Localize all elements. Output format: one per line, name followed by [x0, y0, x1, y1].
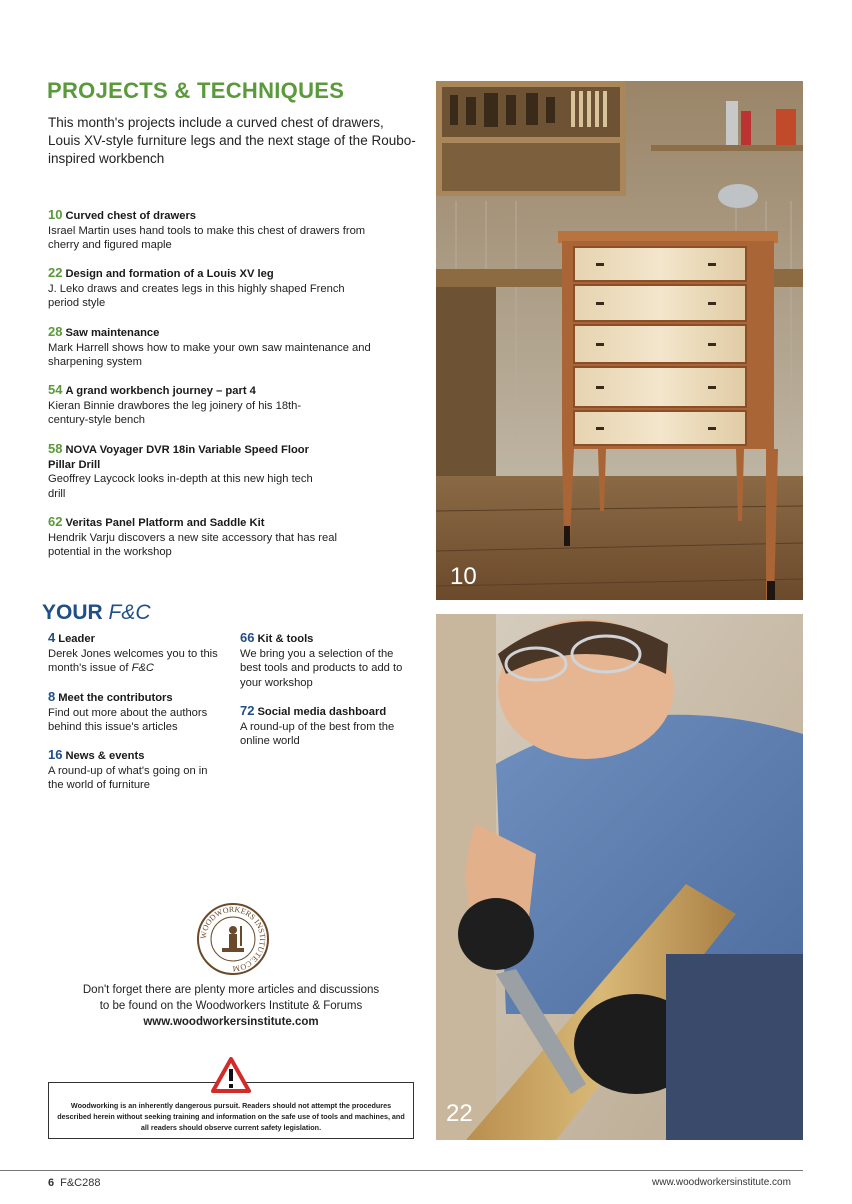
- item-title: Curved chest of drawers: [65, 210, 197, 222]
- item-description: A round-up of the best from the online world: [240, 720, 395, 748]
- list-item[interactable]: [48, 266, 348, 311]
- section-title: PROJECTS & TECHNIQUES: [47, 78, 345, 103]
- list-item[interactable]: [48, 208, 378, 253]
- safety-warning-text: Woodworking is an inherently dangerous pursuit. Readers should not attempt the procedures described herein without seeking training and information on the safe use of tools and machines, and all readers should observe current safety legislation.: [57, 1101, 405, 1132]
- item-title: Kit & tools: [257, 633, 314, 645]
- item-title: Social media dashboard: [257, 706, 387, 718]
- section-intro: This month's projects include a curved chest of drawers, Louis XV-style furniture legs and the next stage of the Roubo-inspired workbench: [48, 115, 416, 166]
- your-section-title: YOUR F&C: [42, 601, 151, 624]
- item-title: Leader: [58, 633, 95, 645]
- list-item[interactable]: [48, 748, 208, 793]
- footer-page-info: [48, 1177, 100, 1189]
- footer-divider: [0, 1170, 803, 1171]
- page-number: 10: [48, 207, 63, 222]
- page-number: 66: [240, 630, 255, 645]
- item-description: Kieran Binnie drawbores the leg joinery of his 18th-century-style bench: [48, 399, 302, 427]
- item-description: A round-up of what's going on in the world of furniture: [48, 764, 208, 792]
- item-title: News & events: [65, 750, 145, 762]
- item-title: Design and formation of a Louis XV leg: [65, 268, 274, 280]
- woodworker-photo[interactable]: [436, 614, 803, 1140]
- list-item[interactable]: [240, 704, 410, 749]
- page-number: 22: [48, 265, 63, 280]
- item-description: Mark Harrell shows how to make your own saw maintenance and sharpening system: [48, 341, 371, 369]
- svg-text:WOODWORKERS INSTITUTE.COM: WOODWORKERS INSTITUTE.COM: [198, 904, 268, 974]
- page-number: 8: [48, 689, 56, 704]
- warning-icon: [211, 1057, 251, 1093]
- item-description: We bring you a selection of the best tools and products to add to your workshop: [240, 647, 403, 689]
- woodworker-illustration: [436, 614, 803, 1140]
- item-title: Veritas Panel Platform and Saddle Kit: [65, 517, 265, 529]
- seal-icon: [196, 902, 270, 976]
- woodworkers-institute-logo[interactable]: [196, 902, 270, 976]
- issue-label: F&C288: [60, 1177, 101, 1189]
- page-number: 6: [48, 1177, 55, 1189]
- chest-of-drawers-illustration: [436, 81, 803, 600]
- item-title: A grand workbench journey – part 4: [65, 385, 256, 397]
- item-description: Geoffrey Laycock looks in-depth at this new high tech drill: [48, 473, 313, 500]
- item-title: Saw maintenance: [65, 327, 160, 339]
- page-number: 54: [48, 382, 63, 397]
- list-item[interactable]: [240, 631, 410, 690]
- item-title: Meet the contributors: [58, 692, 173, 704]
- photo-page-number: 22: [446, 1100, 473, 1127]
- list-item[interactable]: [48, 442, 333, 501]
- page-number: 4: [48, 630, 56, 645]
- footer-url[interactable]: www.woodworkersinstitute.com: [652, 1177, 791, 1188]
- photo-page-number: 10: [450, 563, 477, 590]
- page-number: 58: [48, 441, 63, 456]
- item-description: Hendrik Varju discovers a new site accessory that has real potential in the workshop: [48, 531, 337, 559]
- item-description: J. Leko draws and creates legs in this highly shaped French period style: [48, 282, 345, 310]
- chest-of-drawers-photo[interactable]: [436, 81, 803, 600]
- item-description: Derek Jones welcomes you to this month's issue of F&C: [48, 647, 218, 675]
- list-item[interactable]: [48, 690, 228, 735]
- item-description: Israel Martin uses hand tools to make this chest of drawers from cherry and figured maple: [48, 224, 366, 252]
- page-number: 72: [240, 703, 255, 718]
- website-link[interactable]: www.woodworkersinstitute.com: [143, 1016, 319, 1028]
- list-item[interactable]: [48, 325, 393, 370]
- item-description: Find out more about the authors behind this issue's articles: [48, 706, 208, 734]
- forum-reminder: Don't forget there are plenty more articles and discussions to be found on the Woodworkers Institute & Forums www.woodworkersinstitute.com: [48, 982, 414, 1030]
- page-number: 28: [48, 324, 63, 339]
- list-item[interactable]: [48, 383, 323, 428]
- list-item[interactable]: [48, 631, 218, 676]
- page-number: 16: [48, 747, 63, 762]
- item-title: NOVA Voyager DVR 18in Variable Speed Floor Pillar Drill: [48, 444, 309, 471]
- list-item[interactable]: [48, 515, 338, 560]
- page-number: 62: [48, 514, 63, 529]
